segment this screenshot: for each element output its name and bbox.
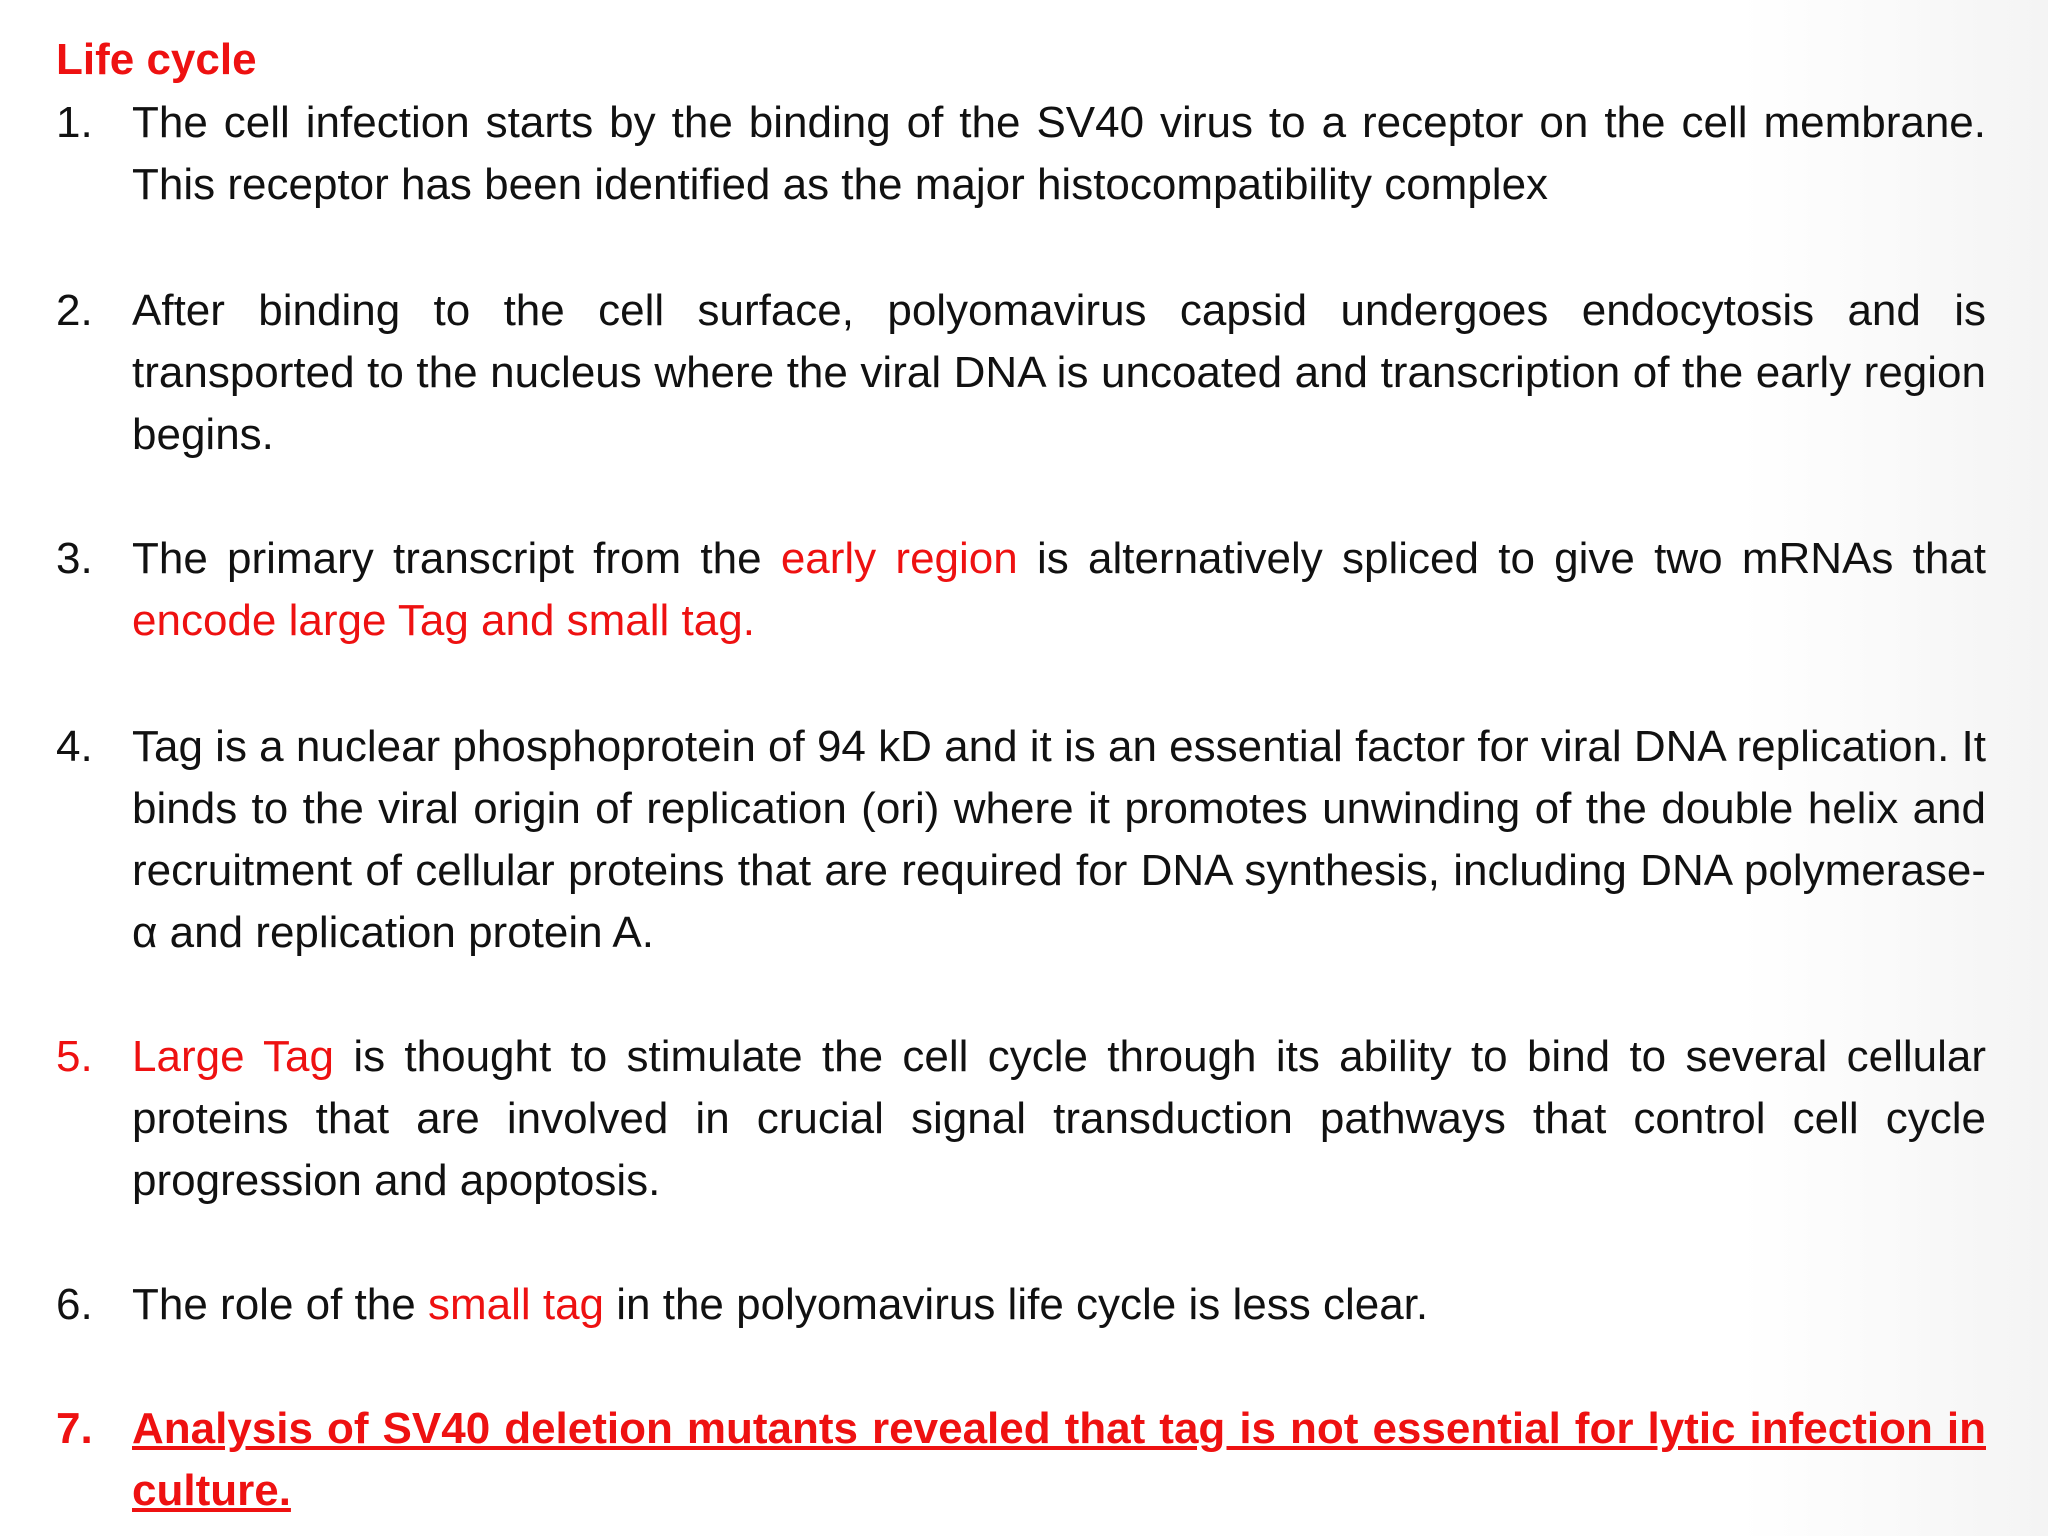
item-text-segment: is thought to stimulate the cell cycle through its ability to bind to several cellular proteins that are involved in crucial signal transduction pathways that control cell cycle progression and apoptosis. xyxy=(132,1032,1987,1205)
item-number: 1. xyxy=(56,98,93,147)
item-number: 4. xyxy=(56,722,93,771)
highlight-encode-tags: encode large Tag and small tag. xyxy=(132,596,755,645)
item-text: After binding to the cell surface, polyomavirus capsid undergoes endocytosis and is transported to the nucleus where the viral DNA is uncoated and transcription of the early region begins. xyxy=(132,286,1986,459)
list-item-5 xyxy=(56,1026,1986,1212)
list-item-1 xyxy=(56,92,1986,216)
list-item-2 xyxy=(56,280,1986,466)
item-text xyxy=(132,1274,1986,1336)
list-item-7 xyxy=(56,1398,1986,1522)
item-text: The cell infection starts by the binding of the SV40 virus to a receptor on the cell membrane. This receptor has been identified as the major histocompatibility complex xyxy=(132,98,1986,209)
highlight-small-tag: small tag xyxy=(427,1280,605,1329)
highlight-early-region: early region xyxy=(780,534,1018,583)
item-number: 2. xyxy=(56,286,93,335)
list-item-3 xyxy=(56,528,1986,652)
item-number: 6. xyxy=(56,1280,93,1329)
item-number: 5. xyxy=(56,1032,93,1081)
item-text-segment: The primary transcript from the xyxy=(132,534,781,583)
item-text-conclusion: Analysis of SV40 deletion mutants revealed that tag is not essential for lytic infection in culture. xyxy=(132,1404,1986,1515)
item-text xyxy=(132,528,1986,652)
slide-title: Life cycle xyxy=(56,35,257,84)
item-number: 7. xyxy=(56,1404,93,1453)
highlight-large-tag: Large Tag xyxy=(132,1032,334,1081)
item-text-segment: in the polyomavirus life cycle is less clear. xyxy=(604,1280,1429,1329)
item-text xyxy=(132,1026,1986,1212)
list-item-4 xyxy=(56,716,1986,964)
item-text-segment: is alternatively spliced to give two mRNAs that xyxy=(1017,534,1986,583)
item-number: 3. xyxy=(56,534,93,583)
list-item-6 xyxy=(56,1274,1986,1336)
item-text: Tag is a nuclear phosphoprotein of 94 kD and it is an essential factor for viral DNA replication. It binds to the viral origin of replication (ori) where it promotes unwinding of the double helix and recruitment of cellular proteins that are required for DNA synthesis, including DNA polymerase-α and replication protein A. xyxy=(132,722,1986,957)
item-text-segment: The role of the xyxy=(132,1280,428,1329)
